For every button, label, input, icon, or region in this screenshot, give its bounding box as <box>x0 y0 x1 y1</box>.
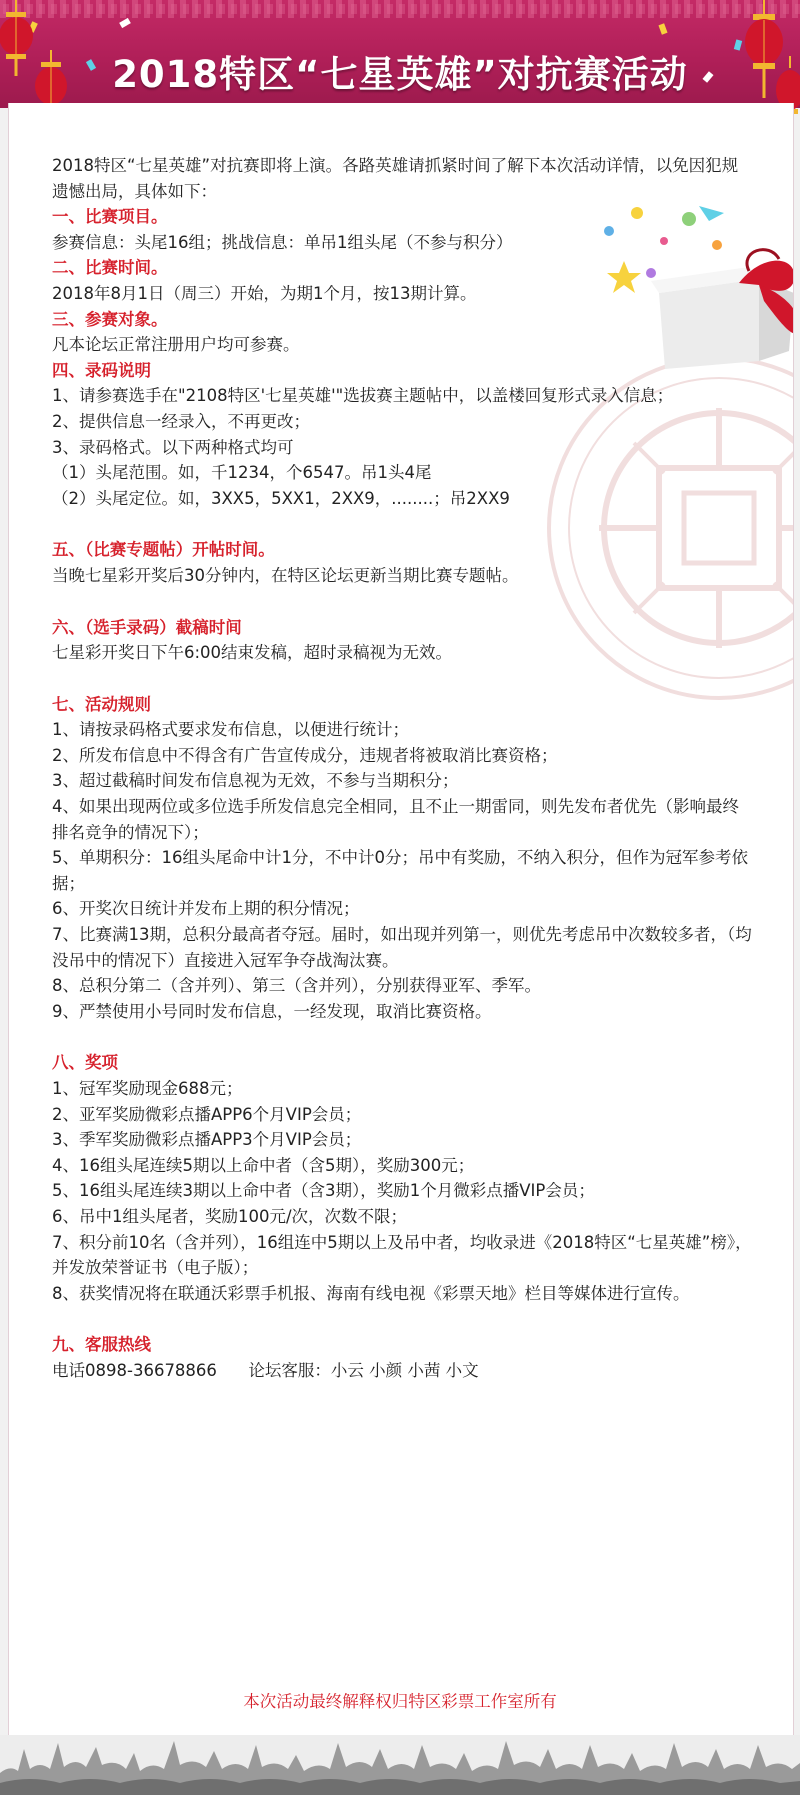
section-rules <box>52 692 752 1025</box>
section-line: （1）头尾范围。如，千1234，个6547。吊1头4尾 <box>52 463 432 483</box>
rule-item: 2、所发布信息中不得含有广告宣传成分，违规者将被取消比赛资格； <box>52 745 558 765</box>
section-line: 2、提供信息一经录入，不再更改； <box>52 411 310 431</box>
award-item: 8、获奖情况将在联通沃彩票手机报、海南有线电视《彩票天地》栏目等媒体进行宣传。 <box>52 1283 690 1303</box>
rule-item: 1、请按录码格式要求发布信息，以便进行统计； <box>52 720 409 740</box>
section-heading: 九、客服热线 <box>52 1335 151 1355</box>
section-heading: 八、奖项 <box>52 1053 118 1073</box>
spacer <box>52 1306 752 1332</box>
confetti-piece <box>658 23 667 34</box>
section-line: 当晚七星彩开奖后30分钟内，在特区论坛更新当期比赛专题帖。 <box>52 565 519 585</box>
spacer <box>52 589 752 615</box>
hotline-gap <box>217 1361 248 1380</box>
spacer <box>52 511 752 537</box>
forum-service: 论坛客服：小云 小颜 小茜 小文 <box>248 1360 479 1380</box>
section-deadline <box>52 615 752 666</box>
section-heading: 四、录码说明 <box>52 360 151 380</box>
section-time <box>52 255 752 306</box>
section-awards <box>52 1050 752 1306</box>
section-line: 3、录码格式。以下两种格式均可 <box>52 437 294 457</box>
award-item: 3、季军奖励微彩点播APP3个月VIP会员； <box>52 1130 362 1150</box>
section-heading: 七、活动规则 <box>52 694 151 714</box>
award-item: 4、16组头尾连续5期以上命中者（含5期），奖励300元； <box>52 1155 475 1175</box>
intro-paragraph: 2018特区“七星英雄”对抗赛即将上演。各路英雄请抓紧时间了解下本次活动详情，以免因犯规遗憾出局，具体如下： <box>52 156 739 201</box>
section-heading: 五、（比赛专题帖）开帖时间。 <box>52 540 275 560</box>
rule-item: 4、如果出现两位或多位选手所发信息完全相同，且不止一期雷同，则先发布者优先（影响最终排名竞争的情况下）； <box>52 797 739 842</box>
section-line: 参赛信息：头尾16组；挑战信息：单吊1组头尾（不参与积分） <box>52 232 513 252</box>
section-heading: 六、（选手录码）截稿时间 <box>52 617 242 637</box>
rule-item: 6、开奖次日统计并发布上期的积分情况； <box>52 899 360 919</box>
section-participants <box>52 307 752 358</box>
section-heading: 二、比赛时间。 <box>52 258 168 278</box>
section-entry <box>52 358 752 512</box>
rule-item: 5、单期积分：16组头尾命中计1分，不中计0分；吊中有奖励，不纳入积分，但作为冠军参考依据； <box>52 848 748 893</box>
section-items <box>52 204 752 255</box>
section-line: 七星彩开奖日下午6:00结束发稿，超时录稿视为无效。 <box>52 643 453 663</box>
spacer <box>52 1024 752 1050</box>
rule-item: 7、比赛满13期，总积分最高者夺冠。届时，如出现并列第一，则优先考虑吊中次数较多者，（均没吊中的情况下）直接进入冠军争夺战淘汰赛。 <box>52 925 752 970</box>
spacer <box>52 666 752 692</box>
article-body <box>52 153 752 1384</box>
section-heading: 三、参赛对象。 <box>52 309 168 329</box>
rule-item: 9、严禁使用小号同时发布信息，一经发现，取消比赛资格。 <box>52 1001 492 1021</box>
footer-note: 本次活动最终解释权归特区彩票工作室所有 <box>243 1692 557 1711</box>
award-item: 7、积分前10名（含并列），16组连中5期以上及吊中者，均收录进《2018特区“七星英雄”榜》，并发放荣誉证书（电子版）； <box>52 1232 752 1278</box>
fret-pattern <box>0 4 800 14</box>
rule-item: 3、超过截稿时间发布信息视为无效，不参与当期积分； <box>52 771 459 791</box>
section-heading: 一、比赛项目。 <box>52 207 168 227</box>
section-line: 1、请参赛选手在"2108特区'七星英雄'"选拔赛主题帖中，以盖楼回复形式录入信息； <box>52 386 674 406</box>
confetti-piece <box>119 18 131 28</box>
section-post-time <box>52 537 752 588</box>
award-item: 2、亚军奖励微彩点播APP6个月VIP会员； <box>52 1104 362 1124</box>
lantern-icon <box>0 0 34 78</box>
hotline-line <box>52 1358 752 1384</box>
rule-item: 8、总积分第二（含并列）、第三（含并列），分别获得亚军、季军。 <box>52 976 541 996</box>
page-title: 2018特区“七星英雄”对抗赛活动 <box>112 53 688 96</box>
section-line: 凡本论坛正常注册用户均可参赛。 <box>52 335 300 355</box>
crowd-silhouette <box>0 1735 800 1795</box>
section-hotline <box>52 1332 752 1383</box>
award-item: 6、吊中1组头尾者，奖励100元/次，次数不限； <box>52 1206 408 1226</box>
phone-number: 电话0898-36678866 <box>52 1360 217 1380</box>
award-item: 5、16组头尾连续3期以上命中者（含3期），奖励1个月微彩点播VIP会员； <box>52 1181 595 1201</box>
section-line: 2018年8月1日（周三）开始，为期1个月，按13期计算。 <box>52 283 477 303</box>
section-line: （2）头尾定位。如，3XX5，5XX1，2XX9，........；吊2XX9 <box>52 488 510 508</box>
award-item: 1、冠军奖励现金688元； <box>52 1079 243 1098</box>
header-banner <box>0 0 800 108</box>
